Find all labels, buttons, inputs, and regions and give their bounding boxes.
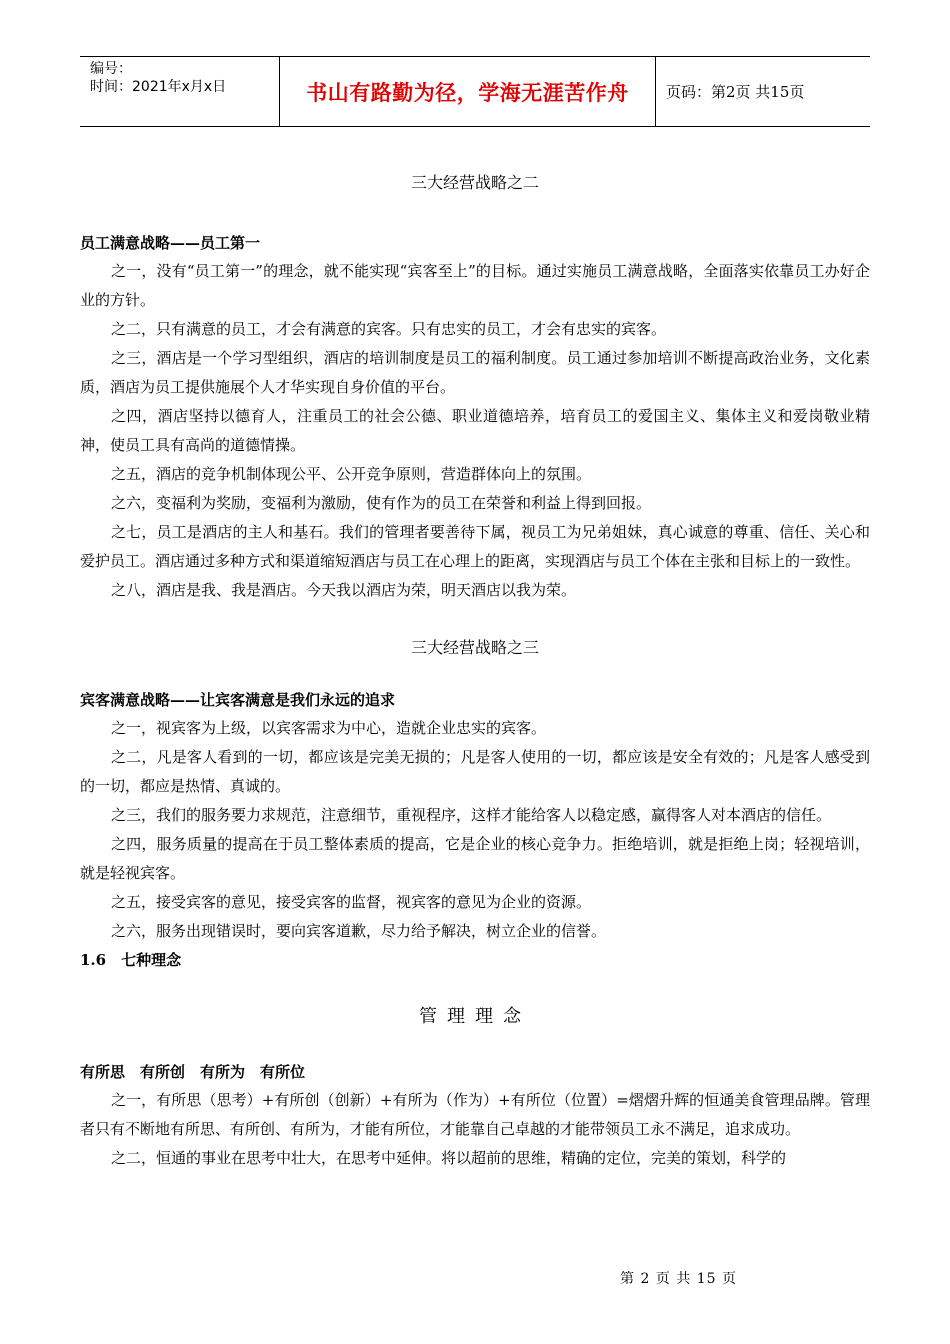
paragraph: 之六，变福利为奖励，变福利为激励，使有作为的员工在荣誉和利益上得到回报。 [111, 494, 652, 512]
paragraph: 之二，只有满意的员工，才会有满意的宾客。只有忠实的员工，才会有忠实的宾客。 [111, 320, 667, 338]
section-title: 三大经营战略之二 [410, 173, 539, 192]
paragraph: 之八，酒店是我、我是酒店。今天我以酒店为荣，明天酒店以我为荣。 [111, 581, 577, 599]
header-meta [80, 57, 280, 126]
paragraph: 之二，恒通的事业在思考中壮大，在思考中延伸。将以超前的思维，精确的定位，完美的策划，科学的 [111, 1149, 787, 1167]
paragraph: 之五，接受宾客的意见，接受宾客的监督，视宾客的意见为企业的资源。 [111, 893, 592, 911]
page-header [80, 56, 870, 127]
paragraph: 之二，凡是客人看到的一切，都应该是完美无损的；凡是客人使用的一切，都应该是安全有效的；凡是客人感受到的一切，都应是热情、真诚的。 [80, 748, 870, 795]
time-label: 时间：2021年x月x日 [90, 79, 227, 95]
section-subtitle: 宾客满意战略——让宾客满意是我们永远的追求 [80, 691, 396, 709]
page-footer: 第 2 页 共 15 页 [620, 1271, 737, 1287]
section-title: 三大经营战略之三 [410, 638, 539, 657]
paragraph: 之四，服务质量的提高在于员工整体素质的提高，它是企业的核心竞争力。拒绝培训，就是拒绝上岗；轻视培训，就是轻视宾客。 [80, 835, 870, 882]
paragraph: 之一，有所思（思考）+有所创（创新）+有所为（作为）+有所位（位置）=熠熠升辉的恒通美食管理品牌。管理者只有不断地有所思、有所创、有所为，才能有所位，才能靠自己卓越的才能带领员工永不满足，追求成功。 [80, 1091, 870, 1138]
serial-label: 编号： [90, 61, 132, 77]
header-page-label: 页码：第2页 共15页 [666, 83, 805, 101]
paragraph: 之三，我们的服务要力求规范，注意细节，重视程序，这样才能给客人以稳定感，赢得客人对本酒店的信任。 [111, 806, 832, 824]
paragraph: 之四，酒店坚持以德育人，注重员工的社会公德、职业道德培养，培育员工的爱国主义、集体主义和爱岗敬业精神，使员工具有高尚的道德情操。 [80, 407, 870, 454]
paragraph: 之一，视宾客为上级，以宾客需求为中心，造就企业忠实的宾客。 [111, 719, 547, 737]
paragraph: 之六，服务出现错误时，要向宾客道歉，尽力给予解决，树立企业的信誉。 [111, 922, 607, 940]
header-motto: 书山有路勤为径，学海无涯苦作舟 [280, 57, 656, 126]
section-subtitle: 员工满意战略——员工第一 [80, 234, 261, 252]
concept-title: 管理理念 [419, 1006, 531, 1027]
concept-subtitle: 有所思 有所创 有所为 有所位 [80, 1063, 306, 1081]
paragraph: 之一，没有“员工第一”的理念，就不能实现“宾客至上”的目标。通过实施员工满意战略，全面落实依靠员工办好企业的方针。 [80, 262, 870, 309]
section-number-heading: 1.6 七种理念 [80, 951, 182, 969]
document-body [80, 170, 870, 1173]
paragraph: 之三，酒店是一个学习型组织，酒店的培训制度是员工的福利制度。员工通过参加培训不断提高政治业务，文化素质，酒店为员工提供施展个人才华实现自身价值的平台。 [80, 349, 870, 396]
paragraph: 之七，员工是酒店的主人和基石。我们的管理者要善待下属，视员工为兄弟姐妹，真心诚意的尊重、信任、关心和爱护员工。酒店通过多种方式和渠道缩短酒店与员工在心理上的距离，实现酒店与员工个体在主张和目标上的一致性。 [80, 523, 870, 570]
paragraph: 之五，酒店的竞争机制体现公平、公开竞争原则，营造群体向上的氛围。 [111, 465, 592, 483]
